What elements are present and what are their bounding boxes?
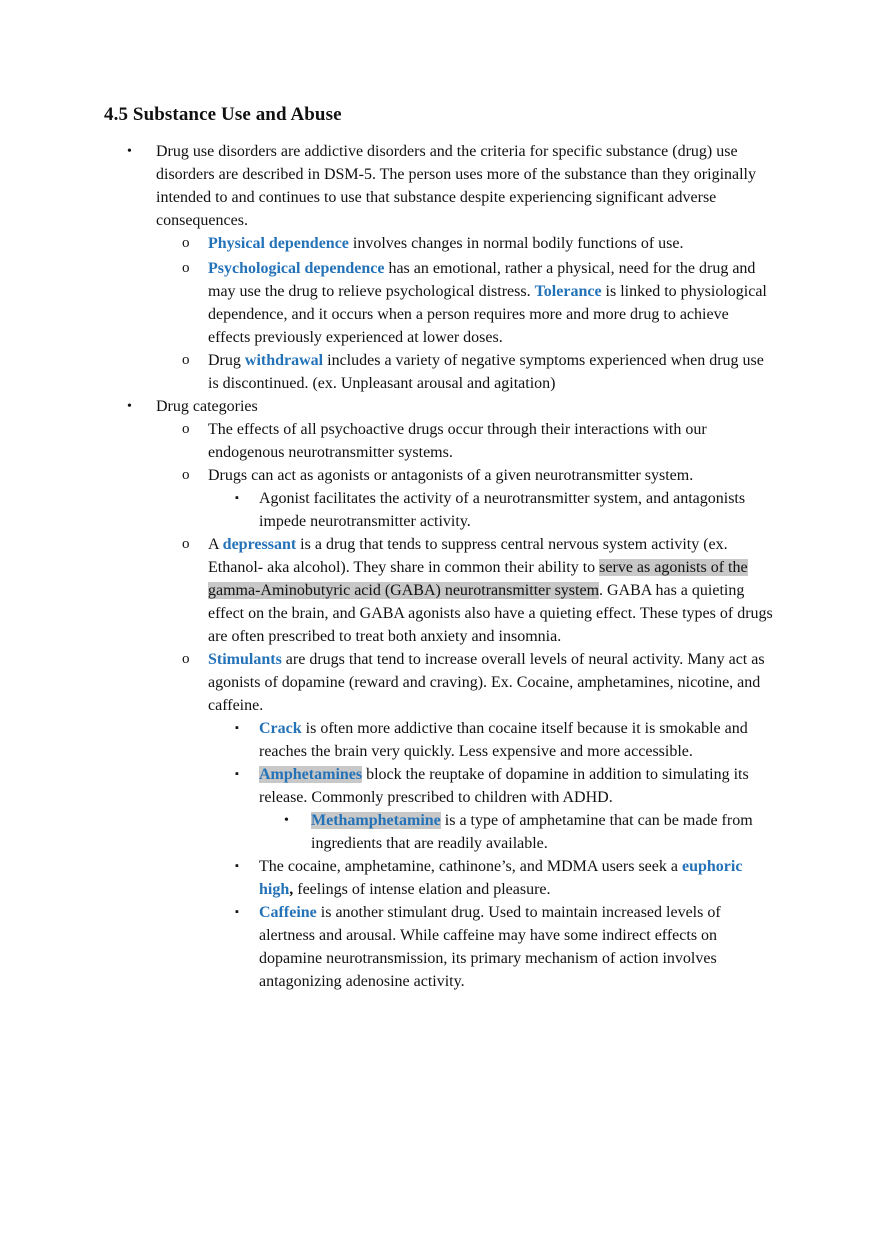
circle-bullet-icon: o xyxy=(182,352,190,368)
keyword-withdrawal: withdrawal xyxy=(244,352,324,369)
item-text: is often more addictive than cocaine itself because it is smokable and reaches the brain very quickly. Less expensive and more accessible. xyxy=(259,720,748,760)
item-text: The cocaine, amphetamine, cathinone’s, and MDMA users seek a xyxy=(259,858,682,875)
highlighted-text: serve as agonists of the gamma-Aminobutyric acid (GABA) neurotransmitter system xyxy=(208,559,748,599)
bullet-item-drug-use-disorders xyxy=(127,140,781,232)
item-text: Drugs can act as agonists or antagonists of a given neurotransmitter system. xyxy=(208,467,694,484)
bullet-item-withdrawal xyxy=(182,349,773,395)
bullet-item-amphetamines xyxy=(235,763,769,809)
item-text: is a type of amphetamine that can be made from ingredients that are readily available. xyxy=(311,812,753,852)
keyword-stimulants: Stimulants xyxy=(208,651,282,668)
square-bullet-icon: ▪ xyxy=(235,722,239,734)
item-text: involves changes in normal bodily functions of use. xyxy=(348,235,684,252)
item-text: Drug use disorders are addictive disorders and the criteria for specific substance (drug) use disorders are described in DSM-5. The person uses more of the substance than they originally intended to and continues to use that substance despite experiencing significant adverse consequences. xyxy=(156,143,756,229)
item-text: Drug xyxy=(208,352,245,369)
item-text: has an emotional, rather a physical, need for the drug and may use the drug to relieve psychological distress. xyxy=(208,260,756,300)
item-text: Drug categories xyxy=(156,398,258,415)
item-text: are drugs that tend to increase overall levels of neural activity. Many act as agonists of dopamine (reward and craving). Ex. Cocaine, amphetamines, nicotine, and caffeine. xyxy=(208,651,765,714)
keyword-tolerance: Tolerance xyxy=(534,283,602,300)
bullet-item-stimulants xyxy=(182,648,773,717)
circle-bullet-icon: o xyxy=(182,421,190,437)
keyword-psychological-dependence: Psychological dependence xyxy=(208,260,385,277)
bullet-item-agonist-definition xyxy=(235,487,769,533)
disc-bullet-icon: • xyxy=(284,813,289,828)
bullet-item-methamphetamine xyxy=(284,809,766,855)
item-text: A xyxy=(208,536,223,553)
bullet-item-psychoactive-effects xyxy=(182,418,773,464)
keyword-euphoric-high: euphoric high xyxy=(259,858,743,898)
bullet-item-euphoric-high xyxy=(235,855,769,901)
square-bullet-icon: ▪ xyxy=(235,906,239,918)
bullet-item-crack xyxy=(235,717,769,763)
keyword-caffeine: Caffeine xyxy=(259,904,317,921)
disc-bullet-icon: • xyxy=(127,144,132,159)
keyword-depressant: depressant xyxy=(222,536,297,553)
keyword-methamphetamine: Methamphetamine xyxy=(311,812,441,829)
square-bullet-icon: ▪ xyxy=(235,492,239,504)
keyword-physical-dependence: Physical dependence xyxy=(208,235,349,252)
item-text: , xyxy=(289,881,294,898)
bullet-item-physical-dependence xyxy=(182,232,773,255)
bullet-item-agonists-antagonists xyxy=(182,464,773,487)
item-text: . GABA has a quieting effect on the brain, and GABA agonists also have a quieting effect. These types of drugs are often prescribed to treat both anxiety and insomnia. xyxy=(208,582,773,645)
bullet-item-caffeine xyxy=(235,901,769,993)
circle-bullet-icon: o xyxy=(182,467,190,483)
keyword-amphetamines: Amphetamines xyxy=(259,766,363,783)
bullet-item-drug-categories xyxy=(127,395,781,418)
bullet-item-depressant xyxy=(182,533,773,648)
circle-bullet-icon: o xyxy=(182,260,190,276)
keyword-crack: Crack xyxy=(259,720,302,737)
circle-bullet-icon: o xyxy=(182,651,190,667)
disc-bullet-icon: • xyxy=(127,399,132,414)
section-heading: 4.5 Substance Use and Abuse xyxy=(104,104,342,125)
item-text: is another stimulant drug. Used to maintain increased levels of alertness and arousal. While caffeine may have some indirect effects on dopamine neurotransmission, its primary mechanism of action involves antagonizing adenosine activity. xyxy=(259,904,721,990)
item-text: feelings of intense elation and pleasure. xyxy=(293,881,551,898)
item-text: The effects of all psychoactive drugs occur through their interactions with our endogenous neurotransmitter systems. xyxy=(208,421,707,461)
square-bullet-icon: ▪ xyxy=(235,860,239,872)
circle-bullet-icon: o xyxy=(182,235,190,251)
square-bullet-icon: ▪ xyxy=(235,768,239,780)
outline-list xyxy=(0,140,880,993)
item-text: includes a variety of negative symptoms experienced when drug use is discontinued. (ex. Unpleasant arousal and agitation) xyxy=(208,352,764,392)
item-text: is a drug that tends to suppress central nervous system activity (ex. Ethanol- aka alcohol). They share in common their ability to xyxy=(208,536,728,576)
item-text: block the reuptake of dopamine in addition to simulating its release. Commonly prescribed to children with ADHD. xyxy=(259,766,749,806)
bullet-item-psychological-dependence xyxy=(182,257,773,349)
item-text: Agonist facilitates the activity of a neurotransmitter system, and antagonists impede neurotransmitter activity. xyxy=(259,490,746,530)
circle-bullet-icon: o xyxy=(182,536,190,552)
item-text: is linked to physiological dependence, and it occurs when a person requires more and more drug to achieve effects previously experienced at lower doses. xyxy=(208,283,767,346)
